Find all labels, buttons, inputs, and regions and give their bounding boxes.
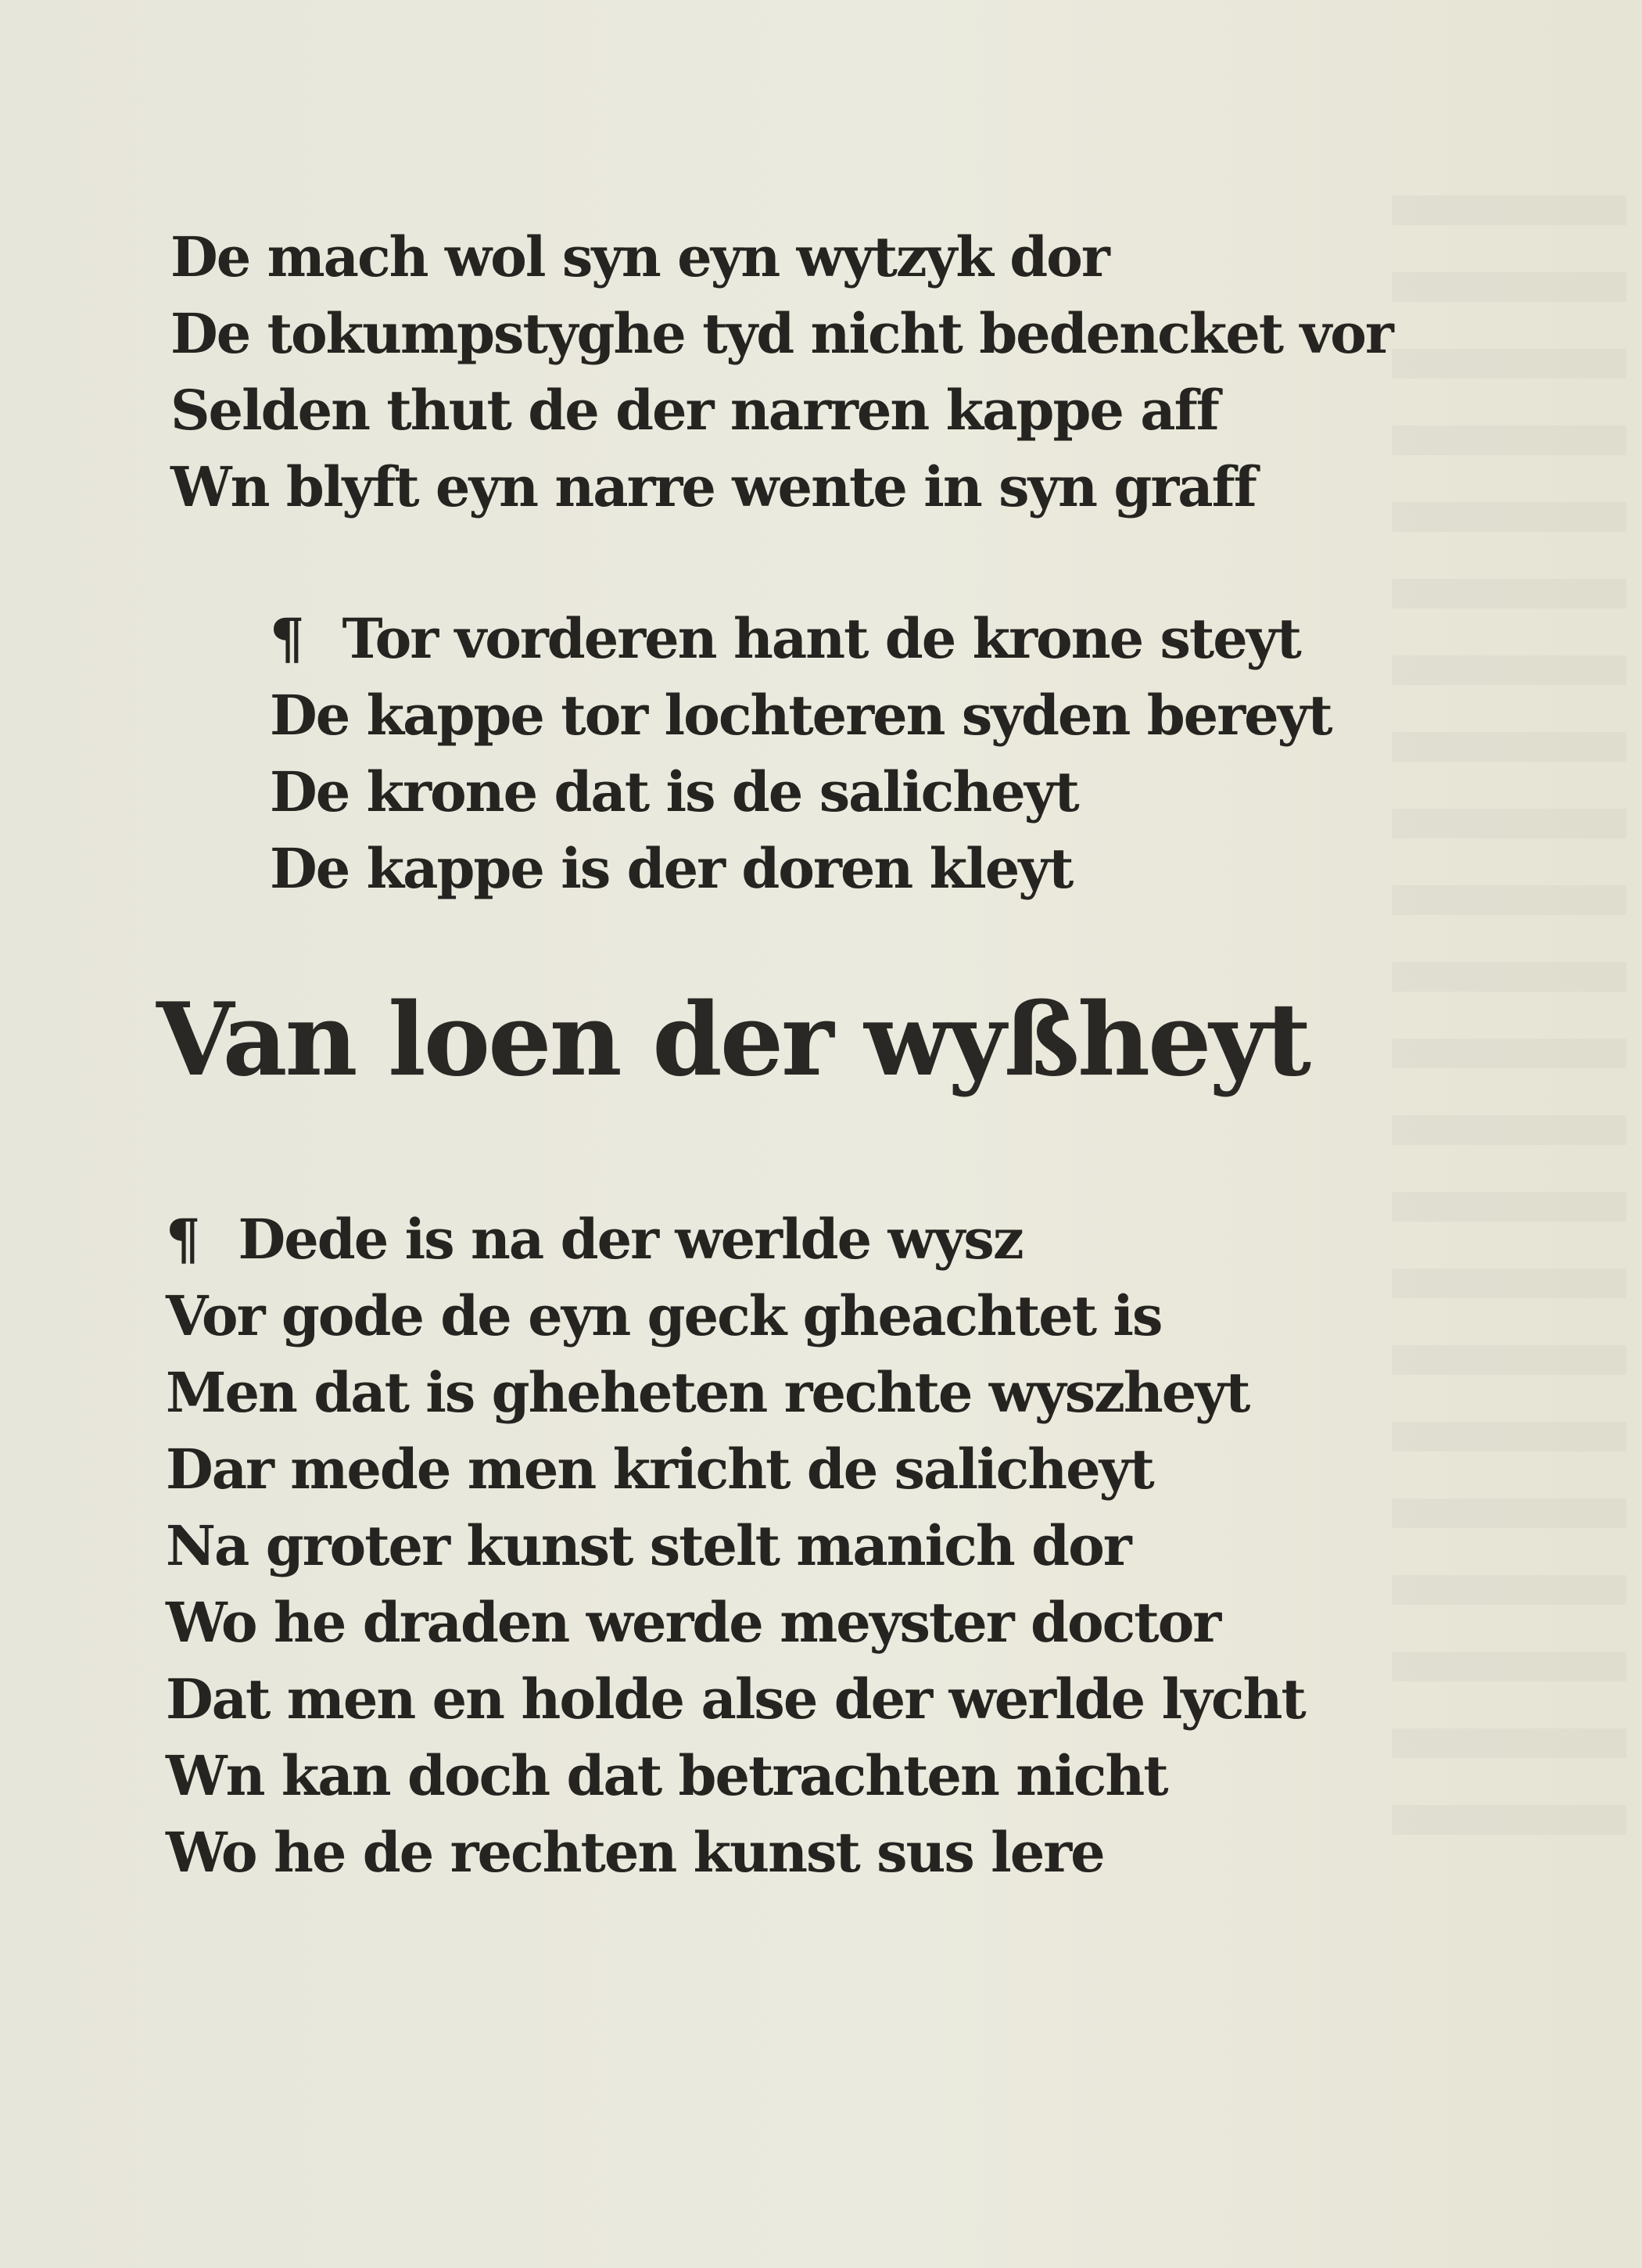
verse-line: Wn kan doch dat betrachten nicht — [166, 1743, 1167, 1808]
verse-line: De mach wol syn eyn wytzyk dor — [170, 224, 1109, 289]
stanza-2 — [270, 601, 1332, 907]
verse-line: Selden thut de der narren kappe aff — [170, 378, 1218, 443]
verse-line-first — [166, 1201, 1305, 1278]
verse-line-text: Dede is na der werlde wysz — [238, 1207, 1023, 1272]
show-through-text — [1392, 196, 1626, 1838]
pilcrow-icon: ¶ — [270, 606, 303, 671]
verse-line: Dar mede men kricht de salicheyt — [166, 1437, 1153, 1502]
verse-line: Wo he de rechten kunst sus lere — [166, 1820, 1104, 1885]
verse-line: De kappe tor lochteren syden bereyt — [270, 683, 1332, 748]
verse-line: Wo he draden werde meyster doctor — [166, 1590, 1221, 1655]
verse-line: Vor gode de eyn geck gheachtet is — [166, 1283, 1162, 1348]
chapter-heading: Van loen der wyßheyt — [156, 981, 1309, 1099]
verse-line: Men dat is gheheten rechte wyszheyt — [166, 1360, 1249, 1425]
verse-line: Na groter kunst stelt manich dor — [166, 1513, 1131, 1578]
verse-line-text: Tor vorderen hant de krone steyt — [342, 606, 1300, 671]
verse-line: De krone dat is de salicheyt — [270, 759, 1078, 824]
verse-line: De tokumpstyghe tyd nicht bedencket vor — [170, 301, 1393, 366]
verse-line: De kappe is der doren kleyt — [270, 836, 1073, 901]
stanza-1 — [170, 219, 1393, 526]
verse-line: Dat men en holde alse der werlde lycht — [166, 1667, 1305, 1732]
pilcrow-icon: ¶ — [166, 1207, 199, 1272]
stanza-3 — [166, 1201, 1305, 1891]
verse-line-first — [270, 601, 1332, 677]
verse-line: Wn blyft eyn narre wente in syn graff — [170, 454, 1256, 519]
